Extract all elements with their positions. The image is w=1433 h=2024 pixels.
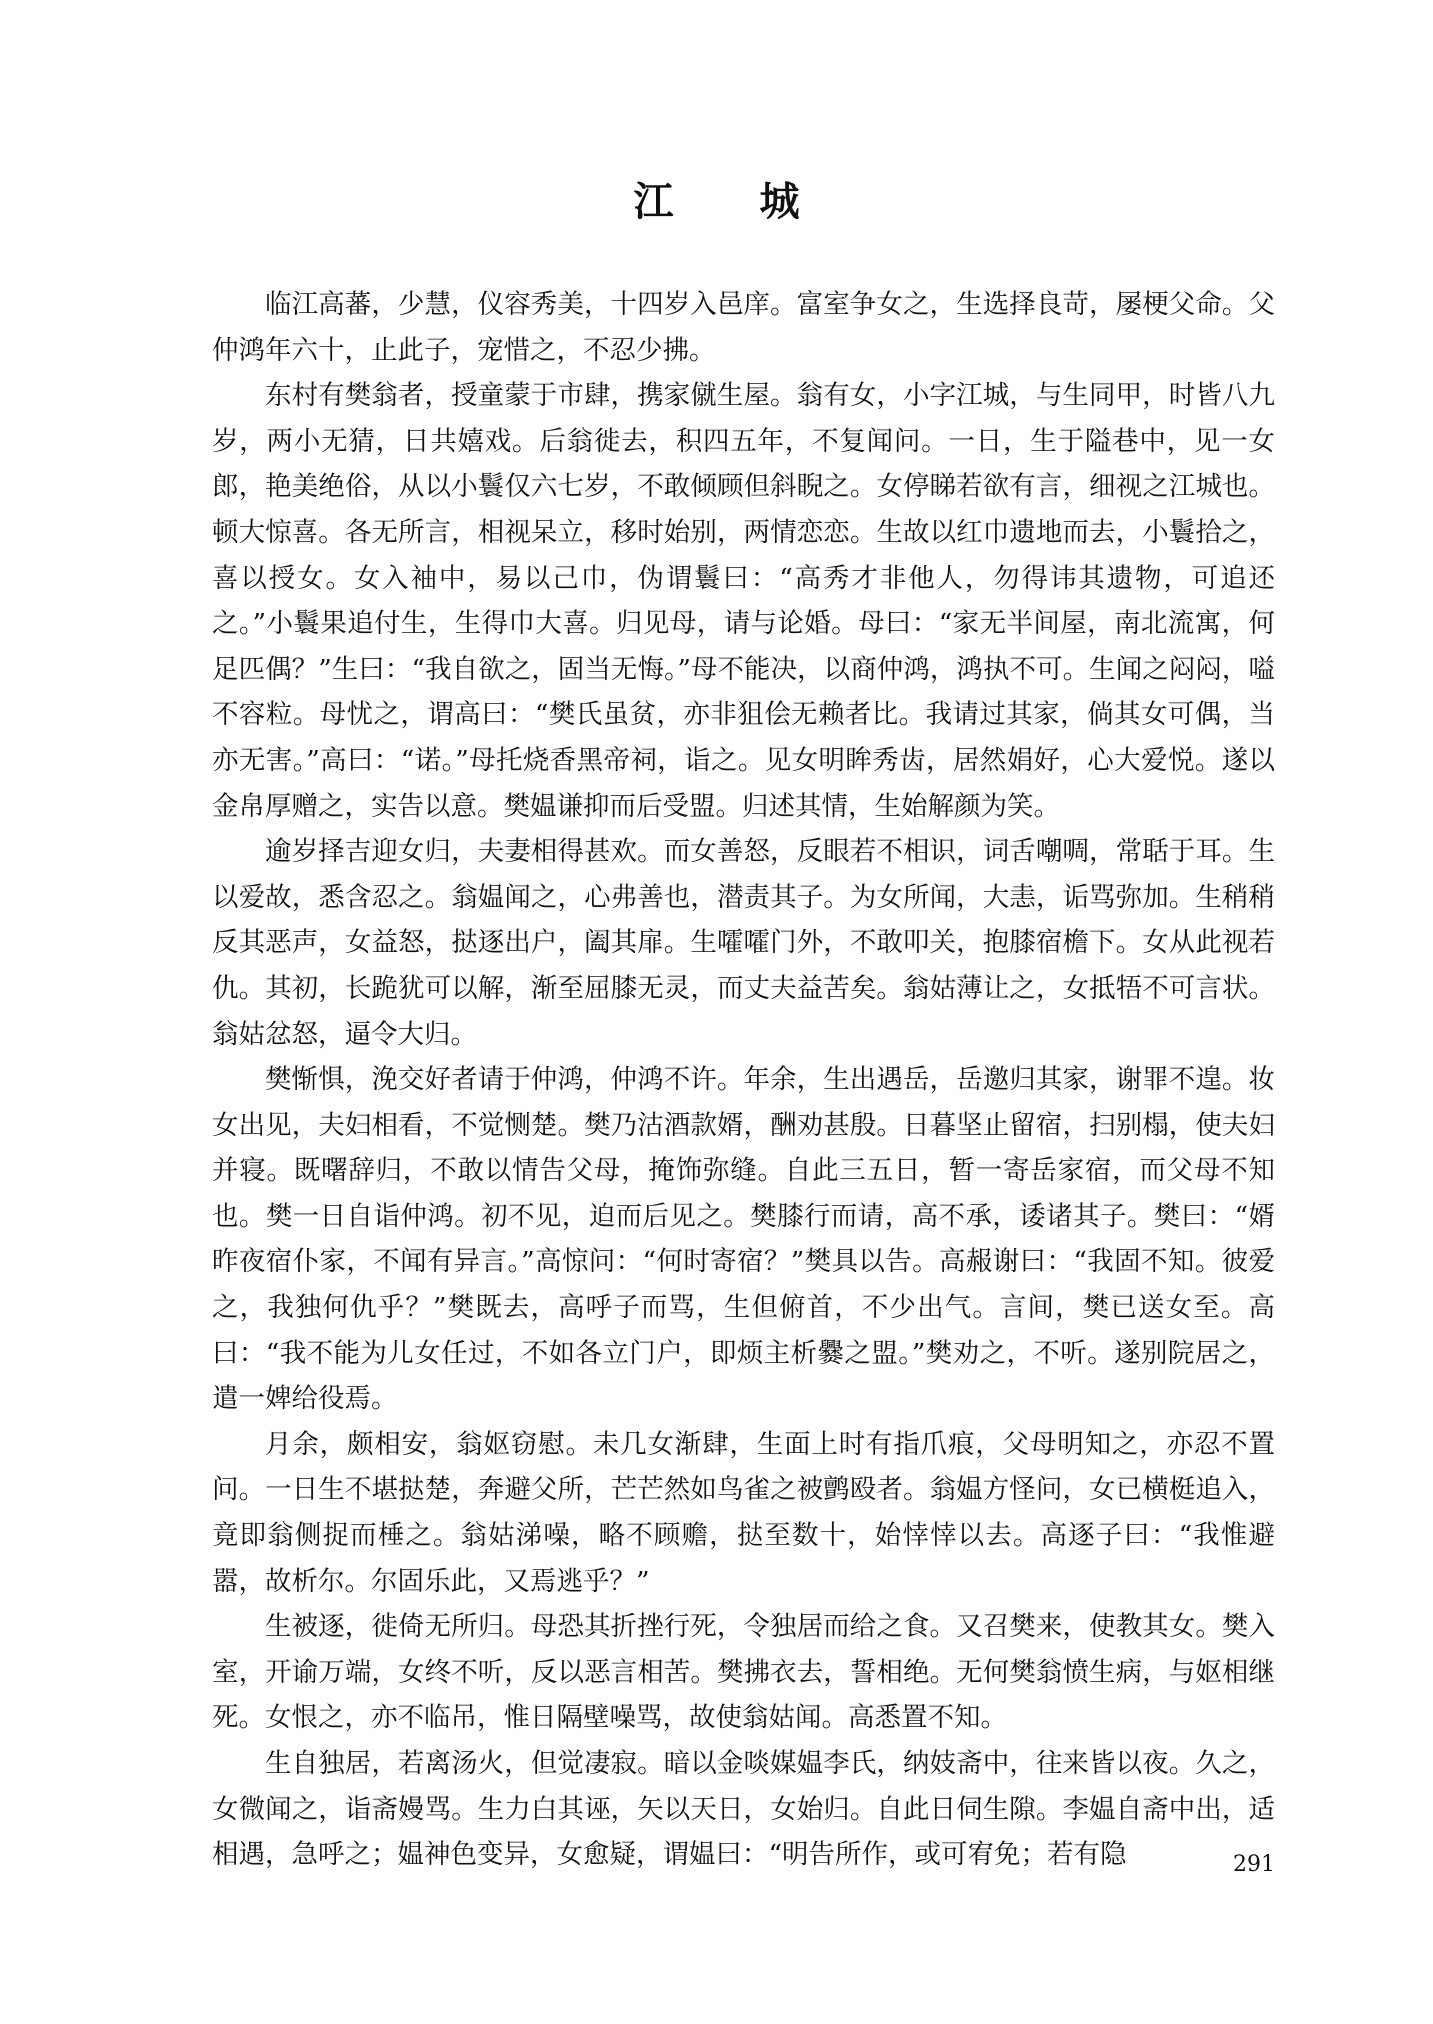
paragraph: 东村有樊翁者，授童蒙于市肆，携家僦生屋。翁有女，小字江城，与生同甲，时皆八九岁，两小无猜，日共嬉戏。后翁徙去，积四五年，不复闻问。一日，生于隘巷中，见一女郎，艳美绝俗，从以小鬟仅六七岁，不敢倾顾但斜睨之。女停睇若欲有言，细视之江城也。顿大惊喜。各无所言，相视呆立，移时始别，两情恋恋。生故以红巾遗地而去，小鬟拾之，喜以授女。女入袖中，易以己巾，伪谓鬟曰：“高秀才非他人，勿得讳其遗物，可追还之。”小鬟果追付生，生得巾大喜。归见母，请与论婚。母曰：“家无半间屋，南北流寓，何足匹偶？”生曰：“我自欲之，固当无悔。”母不能决，以商仲鸿，鸿执不可。生闻之闷闷，嗌不容粒。母忧之，谓高曰：“樊氏虽贫，亦非狙侩无赖者比。我请过其家，倘其女可偶，当亦无害。”高曰：“诺。”母托烧香黑帝祠，诣之。见女明眸秀齿，居然娟好，心大爱悦。遂以金帛厚赠之，实告以意。樊媪谦抑而后受盟。归述其情，生始解颜为笑。 xyxy=(212,380,1275,822)
page-number: 291 xyxy=(1233,1852,1275,1877)
story-title: 江 城 xyxy=(633,178,836,225)
paragraph: 生自独居，若离汤火，但觉凄寂。暗以金啖媒媪李氏，纳妓斋中，往来皆以夜。久之，女微闻之，诣斋嫚骂。生力白其诬，矢以天日，女始归。自此日伺生隙。李媪自斋中出，适相遇，急呼之；媪神色变异，女愈疑，谓媪曰：“明告所作，或可宥免；若有隐 xyxy=(212,1748,1275,1871)
paragraph: 临江高蕃，少慧，仪容秀美，十四岁入邑庠。富室争女之，生选择良苛，屡梗父命。父仲鸿年六十，止此子，宠惜之，不忍少拂。 xyxy=(212,289,1275,366)
paragraph: 樊惭惧，浼交好者请于仲鸿，仲鸿不许。年余，生出遇岳，岳邀归其家，谢罪不遑。妆女出见，夫妇相看，不觉恻楚。樊乃沽酒款婿，酬劝甚殷。日暮坚止留宿，扫别榻，使夫妇并寝。既曙辞归，不敢以情告父母，掩饰弥缝。自此三五日，暂一寄岳家宿，而父母不知也。樊一日自诣仲鸿。初不见，迫而后见之。樊膝行而请，高不承，诿诸其子。樊曰：“婿昨夜宿仆家，不闻有异言。”高惊问：“何时寄宿？”樊具以告。高赧谢曰：“我固不知。彼爱之，我独何仇乎？”樊既去，高呼子而骂，生但俯首，不少出气。言间，樊已送女至。高曰：“我不能为儿女任过，不如各立门户，即烦主析爨之盟。”樊劝之，不听。遂别院居之，遣一婢给役焉。 xyxy=(212,1064,1275,1415)
paragraph: 生被逐，徙倚无所归。母恐其折挫行死，令独居而给之食。又召樊来，使教其女。樊入室，开谕万端，女终不听，反以恶言相苦。樊拂衣去，誓相绝。无何樊翁愤生病，与妪相继死。女恨之，亦不临吊，惟日隔壁噪骂，故使翁姑闻。高悉置不知。 xyxy=(212,1611,1275,1734)
paragraph: 逾岁择吉迎女归，夫妻相得甚欢。而女善怒，反眼若不相识，词舌嘲啁，常聒于耳。生以爱故，悉含忍之。翁媪闻之，心弗善也，潜责其子。为女所闻，大恚，诟骂弥加。生稍稍反其恶声，女益怒，挞逐出户，阖其扉。生嚯嚯门外，不敢叩关，抱膝宿檐下。女从此视若仇。其初，长跪犹可以解，渐至屈膝无灵，而丈夫益苦矣。翁姑薄让之，女抵牾不可言状。翁姑忿怒，逼令大归。 xyxy=(212,836,1275,1050)
paragraph: 月余，颇相安，翁妪窃慰。未几女渐肆，生面上时有指爪痕，父母明知之，亦忍不置问。一日生不堪挞楚，奔避父所，芒芒然如鸟雀之被鹯殴者。翁媪方怪问，女已横梃追入，竟即翁侧捉而棰之。翁姑涕噪，略不顾赡，挞至数十，始悻悻以去。高逐子曰：“我惟避嚣，故析尔。尔固乐此，又焉逃乎？” xyxy=(212,1428,1275,1597)
story-body xyxy=(212,282,1275,1878)
